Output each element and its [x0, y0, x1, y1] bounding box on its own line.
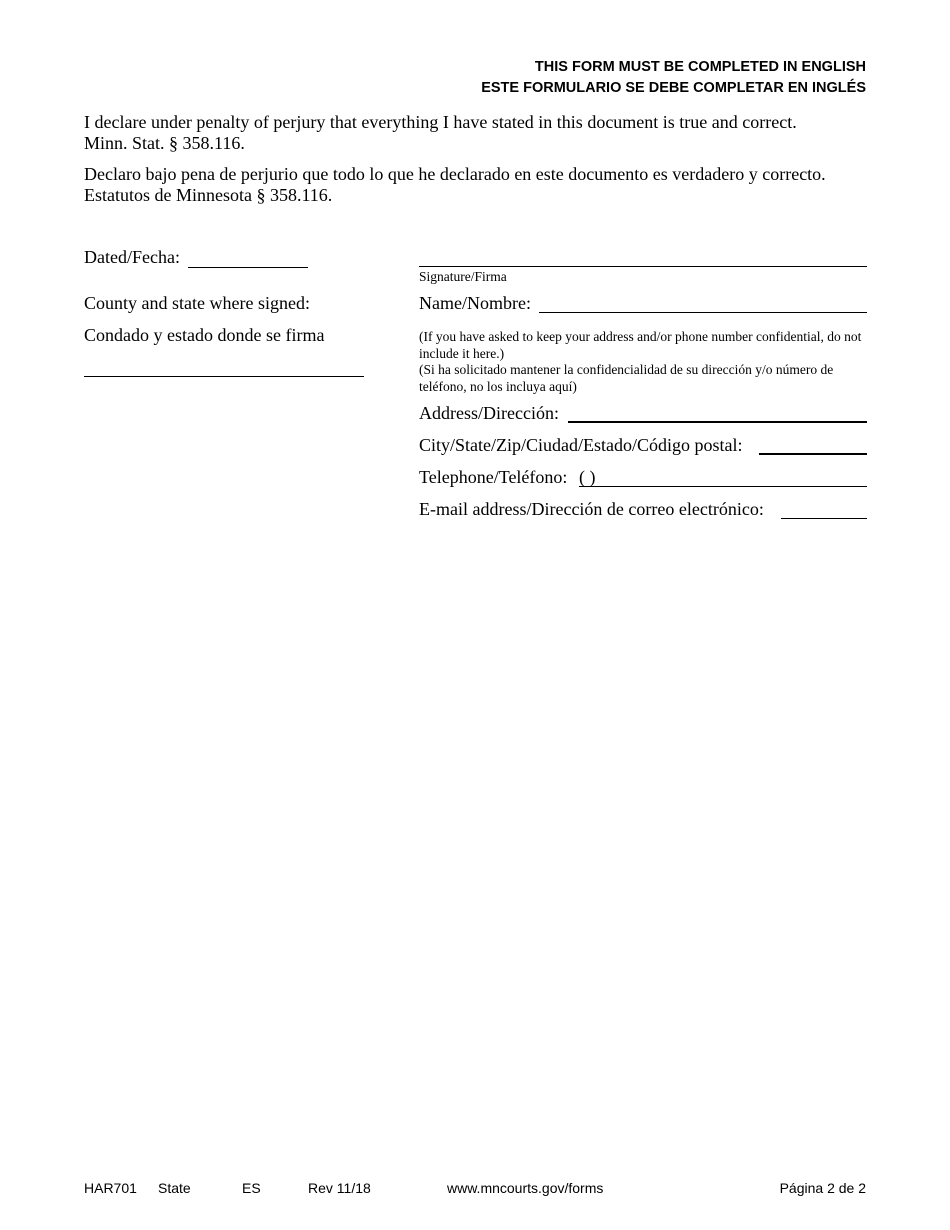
telephone-label: Telephone/Teléfono:: [419, 467, 568, 487]
declaration-spanish: [84, 164, 874, 206]
email-field[interactable]: [781, 498, 867, 519]
email-label: E-mail address/Dirección de correo electrónico:: [419, 499, 764, 519]
dated-field[interactable]: [188, 248, 308, 268]
confidential-note: [419, 329, 867, 395]
footer-state: State: [158, 1180, 191, 1196]
city-state-zip-label: City/State/Zip/Ciudad/Estado/Código postal:: [419, 435, 743, 455]
notice-spanish: ESTE FORMULARIO SE DEBE COMPLETAR EN INGLÉS: [481, 80, 866, 96]
county-state-label-spanish: Condado y estado donde se firma: [84, 325, 325, 345]
declaration-english: [84, 112, 874, 154]
address-label: Address/Dirección:: [419, 403, 559, 423]
county-state-field[interactable]: [84, 356, 364, 377]
confidential-note-english: (If you have asked to keep your address and/or phone number confidential, do not include it here.): [419, 329, 862, 361]
address-field[interactable]: [568, 402, 867, 423]
name-label: Name/Nombre:: [419, 293, 531, 313]
signature-label: Signature/Firma: [419, 269, 507, 284]
footer-page-number: Página 2 de 2: [779, 1180, 866, 1196]
declaration-english-citation: Minn. Stat. § 358.116.: [84, 133, 245, 153]
notice-english: THIS FORM MUST BE COMPLETED IN ENGLISH: [534, 59, 866, 75]
footer-website[interactable]: www.mncourts.gov/forms: [447, 1180, 604, 1196]
declaration-spanish-citation: Estatutos de Minnesota § 358.116.: [84, 185, 333, 205]
dated-label: Dated/Fecha:: [84, 247, 180, 267]
area-code-parens: ( ): [579, 467, 596, 487]
confidential-note-spanish: (Si ha solicitado mantener la confidencialidad de su dirección y/o número de teléfono, no los incluya aquí): [419, 362, 834, 394]
city-state-zip-field[interactable]: [759, 434, 867, 455]
signature-field[interactable]: [419, 246, 867, 267]
footer-language: ES: [242, 1180, 261, 1196]
name-field[interactable]: [539, 292, 867, 313]
footer-revision: Rev 11/18: [308, 1180, 371, 1196]
declaration-english-text: I declare under penalty of perjury that everything I have stated in this document is true and correct.: [84, 112, 797, 132]
telephone-field[interactable]: [579, 466, 867, 487]
county-state-label: County and state where signed:: [84, 293, 310, 313]
declaration-spanish-text: Declaro bajo pena de perjurio que todo lo que he declarado en este documento es verdadero y correcto.: [84, 164, 826, 184]
form-language-notice: [481, 57, 866, 99]
footer-form-code: HAR701: [84, 1180, 137, 1196]
